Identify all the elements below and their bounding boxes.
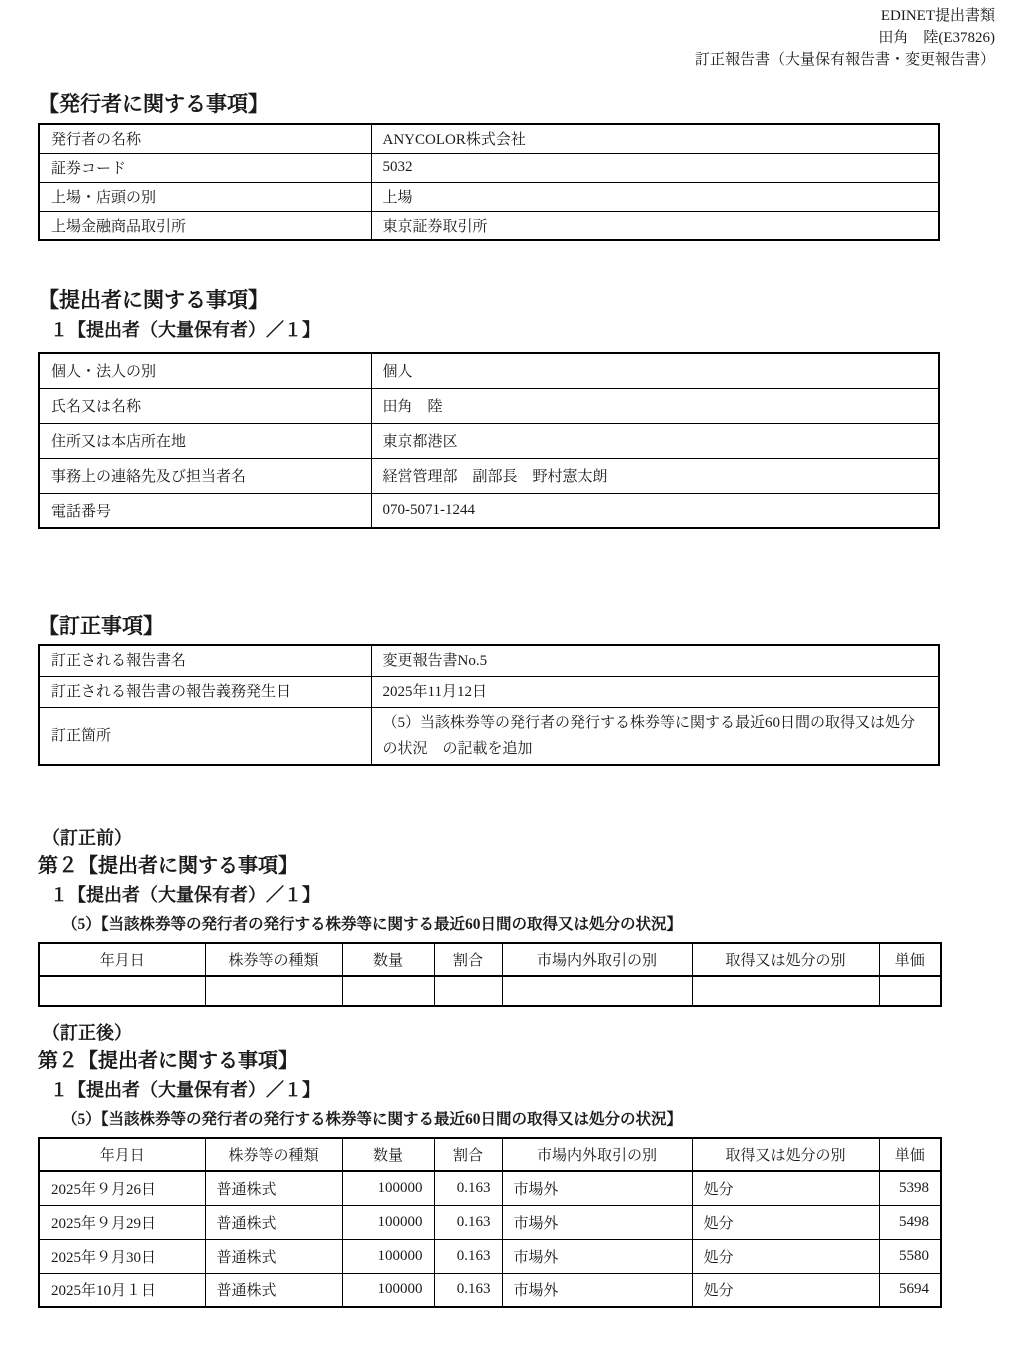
row-label: 氏名又は名称 — [39, 388, 371, 423]
correction-table — [38, 644, 940, 766]
table-row — [39, 458, 939, 493]
table-row — [39, 353, 939, 388]
header-row — [39, 1138, 941, 1171]
table-cell: 2025年９月26日 — [39, 1171, 205, 1205]
row-label: 訂正される報告書名 — [39, 645, 371, 677]
row-label: 電話番号 — [39, 493, 371, 528]
table-row — [39, 423, 939, 458]
header-doc-type: EDINET提出書類 — [880, 8, 995, 24]
table-cell: 市場外 — [502, 1205, 692, 1239]
row-value: 2025年11月12日 — [371, 677, 939, 708]
row-value: ANYCOLOR株式会社 — [371, 124, 939, 153]
table-cell: 市場外 — [502, 1239, 692, 1273]
after-section-heading: 第２【提出者に関する事項】 — [38, 1050, 298, 1072]
table-row — [39, 677, 939, 708]
table-cell: 2025年９月30日 — [39, 1239, 205, 1273]
column-header: 割合 — [434, 943, 502, 976]
header-filer-name: 田角 陸(E37826) — [878, 30, 995, 46]
row-label: 住所又は本店所在地 — [39, 423, 371, 458]
column-header: 取得又は処分の別 — [692, 943, 879, 976]
table-cell — [502, 976, 692, 1006]
column-header: 割合 — [434, 1138, 502, 1171]
table-cell: 100000 — [342, 1239, 434, 1273]
table-cell — [692, 976, 879, 1006]
row-value: 070-5071-1244 — [371, 493, 939, 528]
header-report-title: 訂正報告書（大量保有報告書・変更報告書） — [694, 52, 995, 68]
table-cell — [39, 976, 205, 1006]
row-label: 事務上の連絡先及び担当者名 — [39, 458, 371, 493]
filer-table — [38, 352, 940, 529]
table-cell: 2025年10月１日 — [39, 1273, 205, 1307]
row-label: 訂正箇所 — [39, 708, 371, 766]
table-cell: 普通株式 — [205, 1171, 342, 1205]
row-value: （5）当該株券等の発行者の発行する株券等に関する最近60日間の取得又は処分の状況 の記載を追加 — [371, 708, 939, 766]
table-cell: 100000 — [342, 1205, 434, 1239]
table-cell: 処分 — [692, 1171, 879, 1205]
table-row — [39, 182, 939, 211]
row-value: 個人 — [371, 353, 939, 388]
after-section-subsubheading: （5）【当該株券等の発行者の発行する株券等に関する最近60日間の取得又は処分の状況】 — [62, 1111, 683, 1128]
table-row — [39, 645, 939, 677]
issuer-section-title: 【発行者に関する事項】 — [38, 92, 269, 116]
filer-section-title: 【提出者に関する事項】 — [38, 288, 269, 312]
table-row — [39, 976, 941, 1006]
table-cell: 0.163 — [434, 1239, 502, 1273]
row-label: 訂正される報告書の報告義務発生日 — [39, 677, 371, 708]
table-cell: 100000 — [342, 1273, 434, 1307]
row-label: 発行者の名称 — [39, 124, 371, 153]
column-header: 市場内外取引の別 — [502, 943, 692, 976]
after-section-subheading: １【提出者（大量保有者）／１】 — [50, 1080, 320, 1100]
after-correction-label: （訂正後） — [42, 1023, 132, 1043]
row-value: 上場 — [371, 182, 939, 211]
column-header: 単価 — [879, 1138, 941, 1171]
column-header: 数量 — [342, 943, 434, 976]
table-cell: 5580 — [879, 1239, 941, 1273]
before-transactions-table — [38, 942, 942, 1007]
after-transactions-table — [38, 1137, 942, 1308]
table-cell: 普通株式 — [205, 1239, 342, 1273]
row-label: 上場・店頭の別 — [39, 182, 371, 211]
column-header: 年月日 — [39, 1138, 205, 1171]
before-section-subsubheading: （5）【当該株券等の発行者の発行する株券等に関する最近60日間の取得又は処分の状況】 — [62, 916, 683, 933]
row-value: 東京都港区 — [371, 423, 939, 458]
issuer-table — [38, 123, 940, 241]
header-row — [39, 943, 941, 976]
table-cell — [434, 976, 502, 1006]
table-cell: 2025年９月29日 — [39, 1205, 205, 1239]
before-correction-label: （訂正前） — [42, 828, 132, 848]
table-cell: 0.163 — [434, 1273, 502, 1307]
row-value: 田角 陸 — [371, 388, 939, 423]
table-cell: 処分 — [692, 1273, 879, 1307]
table-cell — [342, 976, 434, 1006]
table-cell — [879, 976, 941, 1006]
table-cell: 処分 — [692, 1239, 879, 1273]
row-label: 上場金融商品取引所 — [39, 211, 371, 240]
row-value: 変更報告書No.5 — [371, 645, 939, 677]
table-row — [39, 1171, 941, 1205]
table-row — [39, 1205, 941, 1239]
table-row — [39, 1239, 941, 1273]
row-value: 5032 — [371, 153, 939, 182]
column-header: 株券等の種類 — [205, 1138, 342, 1171]
document-header — [0, 0, 1013, 71]
table-cell: 5694 — [879, 1273, 941, 1307]
column-header: 取得又は処分の別 — [692, 1138, 879, 1171]
row-value: 経営管理部 副部長 野村憲太朗 — [371, 458, 939, 493]
table-cell: 100000 — [342, 1171, 434, 1205]
table-cell: 市場外 — [502, 1171, 692, 1205]
before-section-subheading: １【提出者（大量保有者）／１】 — [50, 885, 320, 905]
table-row — [39, 1273, 941, 1307]
table-cell: 0.163 — [434, 1205, 502, 1239]
column-header: 株券等の種類 — [205, 943, 342, 976]
table-row — [39, 211, 939, 240]
table-cell: 0.163 — [434, 1171, 502, 1205]
column-header: 市場内外取引の別 — [502, 1138, 692, 1171]
table-cell: 普通株式 — [205, 1273, 342, 1307]
column-header: 数量 — [342, 1138, 434, 1171]
table-cell — [205, 976, 342, 1006]
before-section-heading: 第２【提出者に関する事項】 — [38, 855, 298, 877]
table-row — [39, 153, 939, 182]
filer-section-subtitle: １【提出者（大量保有者）／１】 — [50, 320, 320, 340]
table-row — [39, 388, 939, 423]
table-row — [39, 124, 939, 153]
row-label: 証券コード — [39, 153, 371, 182]
table-cell: 5398 — [879, 1171, 941, 1205]
column-header: 年月日 — [39, 943, 205, 976]
table-cell: 市場外 — [502, 1273, 692, 1307]
table-row — [39, 493, 939, 528]
row-value: 東京証券取引所 — [371, 211, 939, 240]
table-row — [39, 708, 939, 766]
column-header: 単価 — [879, 943, 941, 976]
table-cell: 5498 — [879, 1205, 941, 1239]
row-label: 個人・法人の別 — [39, 353, 371, 388]
table-cell: 処分 — [692, 1205, 879, 1239]
table-cell: 普通株式 — [205, 1205, 342, 1239]
correction-section-title: 【訂正事項】 — [38, 614, 164, 638]
